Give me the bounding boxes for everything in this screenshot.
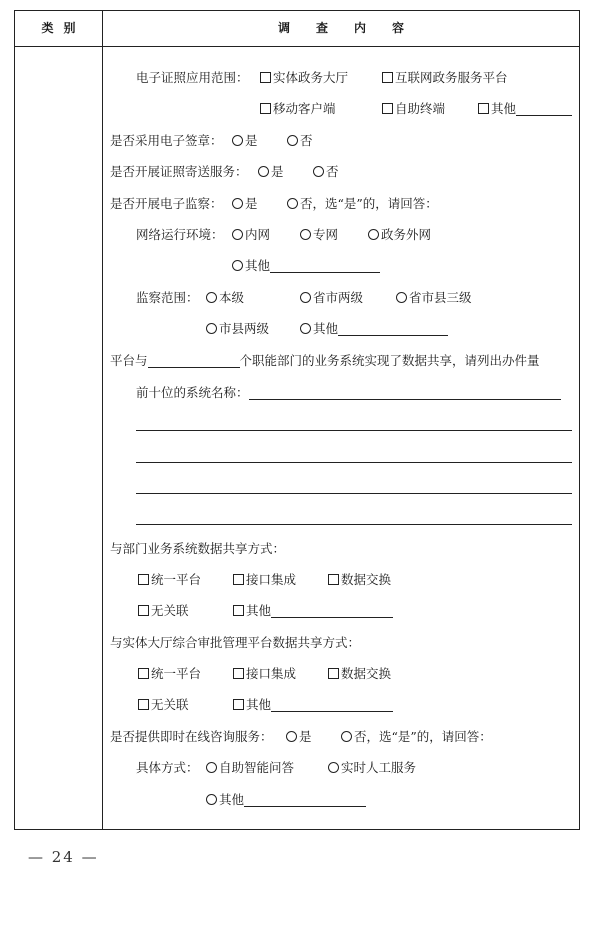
data-sharing-suffix: 个职能部门的业务系统实现了数据共享，请列出办件量 xyxy=(239,353,540,368)
page-number: — 24 — xyxy=(28,848,99,866)
checkbox[interactable] xyxy=(233,605,244,616)
consult-method-label: 具体方式： xyxy=(136,760,199,775)
dept-share-row xyxy=(110,541,285,557)
cert-mail-yes[interactable]: 是 xyxy=(258,164,284,180)
supervision-scope-three-level[interactable]: 省市县三级 xyxy=(396,290,472,306)
cert-scope-opt-hall[interactable]: 实体政务大厅 xyxy=(260,70,348,86)
checkbox[interactable] xyxy=(260,103,271,114)
data-sharing-prefix: 平台与 xyxy=(110,353,148,368)
radio[interactable] xyxy=(206,794,217,805)
supervision-scope-two-level[interactable]: 省市两级 xyxy=(300,290,363,306)
radio[interactable] xyxy=(328,762,339,773)
consult-method-ai[interactable]: 自助智能问答 xyxy=(206,760,294,776)
radio[interactable] xyxy=(258,166,269,177)
fill-blank[interactable] xyxy=(516,102,572,116)
data-sharing-line2: 前十位的系统名称： xyxy=(136,385,249,400)
checkbox[interactable] xyxy=(233,699,244,710)
fill-blank[interactable] xyxy=(270,259,380,273)
supervision-scope-label: 监察范围： xyxy=(136,290,199,305)
radio[interactable] xyxy=(232,229,243,240)
e-signature-no[interactable]: 否 xyxy=(287,133,313,149)
radio[interactable] xyxy=(300,229,311,240)
dept-share-none[interactable]: 无关联 xyxy=(138,603,189,619)
answer-line[interactable] xyxy=(136,493,572,494)
cert-scope-opt-internet[interactable]: 互联网政务服务平台 xyxy=(382,70,508,86)
fill-blank[interactable] xyxy=(271,698,393,712)
consult-method-other[interactable]: 其他 xyxy=(206,792,366,808)
checkbox[interactable] xyxy=(478,103,489,114)
dept-share-api[interactable]: 接口集成 xyxy=(233,572,296,588)
network-env-row xyxy=(136,227,224,243)
radio[interactable] xyxy=(313,166,324,177)
cert-mail-no[interactable]: 否 xyxy=(313,164,339,180)
network-env-private[interactable]: 专网 xyxy=(300,227,338,243)
dept-count-blank[interactable] xyxy=(148,354,240,368)
checkbox[interactable] xyxy=(233,668,244,679)
hall-share-exchange[interactable]: 数据交换 xyxy=(328,666,391,682)
consult-label: 是否提供即时在线咨询服务： xyxy=(110,729,273,744)
cert-scope-opt-other[interactable]: 其他 xyxy=(478,101,572,117)
radio[interactable] xyxy=(396,292,407,303)
radio[interactable] xyxy=(287,198,298,209)
data-sharing-row xyxy=(110,353,540,369)
radio[interactable] xyxy=(300,292,311,303)
consult-method-human[interactable]: 实时人工服务 xyxy=(328,760,416,776)
checkbox[interactable] xyxy=(233,574,244,585)
checkbox[interactable] xyxy=(328,668,339,679)
checkbox[interactable] xyxy=(138,574,149,585)
cert-mail-row xyxy=(110,164,248,180)
radio[interactable] xyxy=(287,135,298,146)
radio[interactable] xyxy=(368,229,379,240)
consult-method-row xyxy=(136,760,199,776)
consult-yes[interactable]: 是 xyxy=(286,729,312,745)
network-env-intranet[interactable]: 内网 xyxy=(232,227,270,243)
hall-share-other[interactable]: 其他 xyxy=(233,697,393,713)
dept-share-label: 与部门业务系统数据共享方式： xyxy=(110,541,286,556)
fill-blank[interactable] xyxy=(244,793,366,807)
checkbox[interactable] xyxy=(382,103,393,114)
hall-share-api[interactable]: 接口集成 xyxy=(233,666,296,682)
checkbox[interactable] xyxy=(382,72,393,83)
dept-share-other[interactable]: 其他 xyxy=(233,603,393,619)
dept-share-unified[interactable]: 统一平台 xyxy=(138,572,201,588)
supervision-scope-other[interactable]: 其他 xyxy=(300,321,448,337)
header-category: 类别 xyxy=(41,21,86,35)
hall-share-label: 与实体大厅综合审批管理平台数据共享方式： xyxy=(110,635,361,650)
radio[interactable] xyxy=(300,323,311,334)
header-content: 调查内容 xyxy=(277,21,430,35)
checkbox[interactable] xyxy=(138,668,149,679)
hall-share-none[interactable]: 无关联 xyxy=(138,697,189,713)
radio[interactable] xyxy=(341,731,352,742)
e-signature-yes[interactable]: 是 xyxy=(232,133,258,149)
radio[interactable] xyxy=(206,323,217,334)
data-sharing-row2 xyxy=(136,385,561,401)
radio[interactable] xyxy=(232,135,243,146)
dept-share-exchange[interactable]: 数据交换 xyxy=(328,572,391,588)
cert-scope-label: 电子证照应用范围： xyxy=(136,70,249,85)
cert-scope-opt-mobile[interactable]: 移动客户端 xyxy=(260,101,336,117)
checkbox[interactable] xyxy=(328,574,339,585)
radio[interactable] xyxy=(206,292,217,303)
supervision-scope-row xyxy=(136,290,199,306)
network-env-extranet[interactable]: 政务外网 xyxy=(368,227,431,243)
radio[interactable] xyxy=(232,198,243,209)
radio[interactable] xyxy=(206,762,217,773)
answer-line[interactable] xyxy=(136,524,572,525)
hall-share-row xyxy=(110,635,360,651)
network-env-label: 网络运行环境： xyxy=(136,227,224,242)
e-signature-row xyxy=(110,133,223,149)
cert-scope-row xyxy=(136,70,249,86)
checkbox[interactable] xyxy=(260,72,271,83)
radio[interactable] xyxy=(286,731,297,742)
supervision-scope-local[interactable]: 本级 xyxy=(206,290,244,306)
network-env-other[interactable]: 其他 xyxy=(232,258,380,274)
e-supervision-row xyxy=(110,196,223,212)
cert-mail-label: 是否开展证照寄送服务： xyxy=(110,164,248,179)
checkbox[interactable] xyxy=(138,699,149,710)
hall-share-unified[interactable]: 统一平台 xyxy=(138,666,201,682)
fill-blank[interactable] xyxy=(338,322,448,336)
answer-line[interactable] xyxy=(136,462,572,463)
supervision-scope-city-county[interactable]: 市县两级 xyxy=(206,321,269,337)
e-supervision-yes[interactable]: 是 xyxy=(232,196,258,212)
consult-row xyxy=(110,729,273,745)
e-supervision-label: 是否开展电子监察： xyxy=(110,196,223,211)
fill-blank[interactable] xyxy=(271,604,393,618)
answer-line[interactable] xyxy=(136,430,572,431)
system-names-blank[interactable] xyxy=(249,386,561,400)
cert-scope-opt-kiosk[interactable]: 自助终端 xyxy=(382,101,445,117)
column-divider xyxy=(102,11,103,829)
e-signature-label: 是否采用电子签章： xyxy=(110,133,223,148)
checkbox[interactable] xyxy=(138,605,149,616)
consult-no[interactable]: 否，选“是”的，请回答： xyxy=(341,729,492,745)
header-divider xyxy=(15,46,579,47)
radio[interactable] xyxy=(232,260,243,271)
e-supervision-no[interactable]: 否，选“是”的，请回答： xyxy=(287,196,438,212)
